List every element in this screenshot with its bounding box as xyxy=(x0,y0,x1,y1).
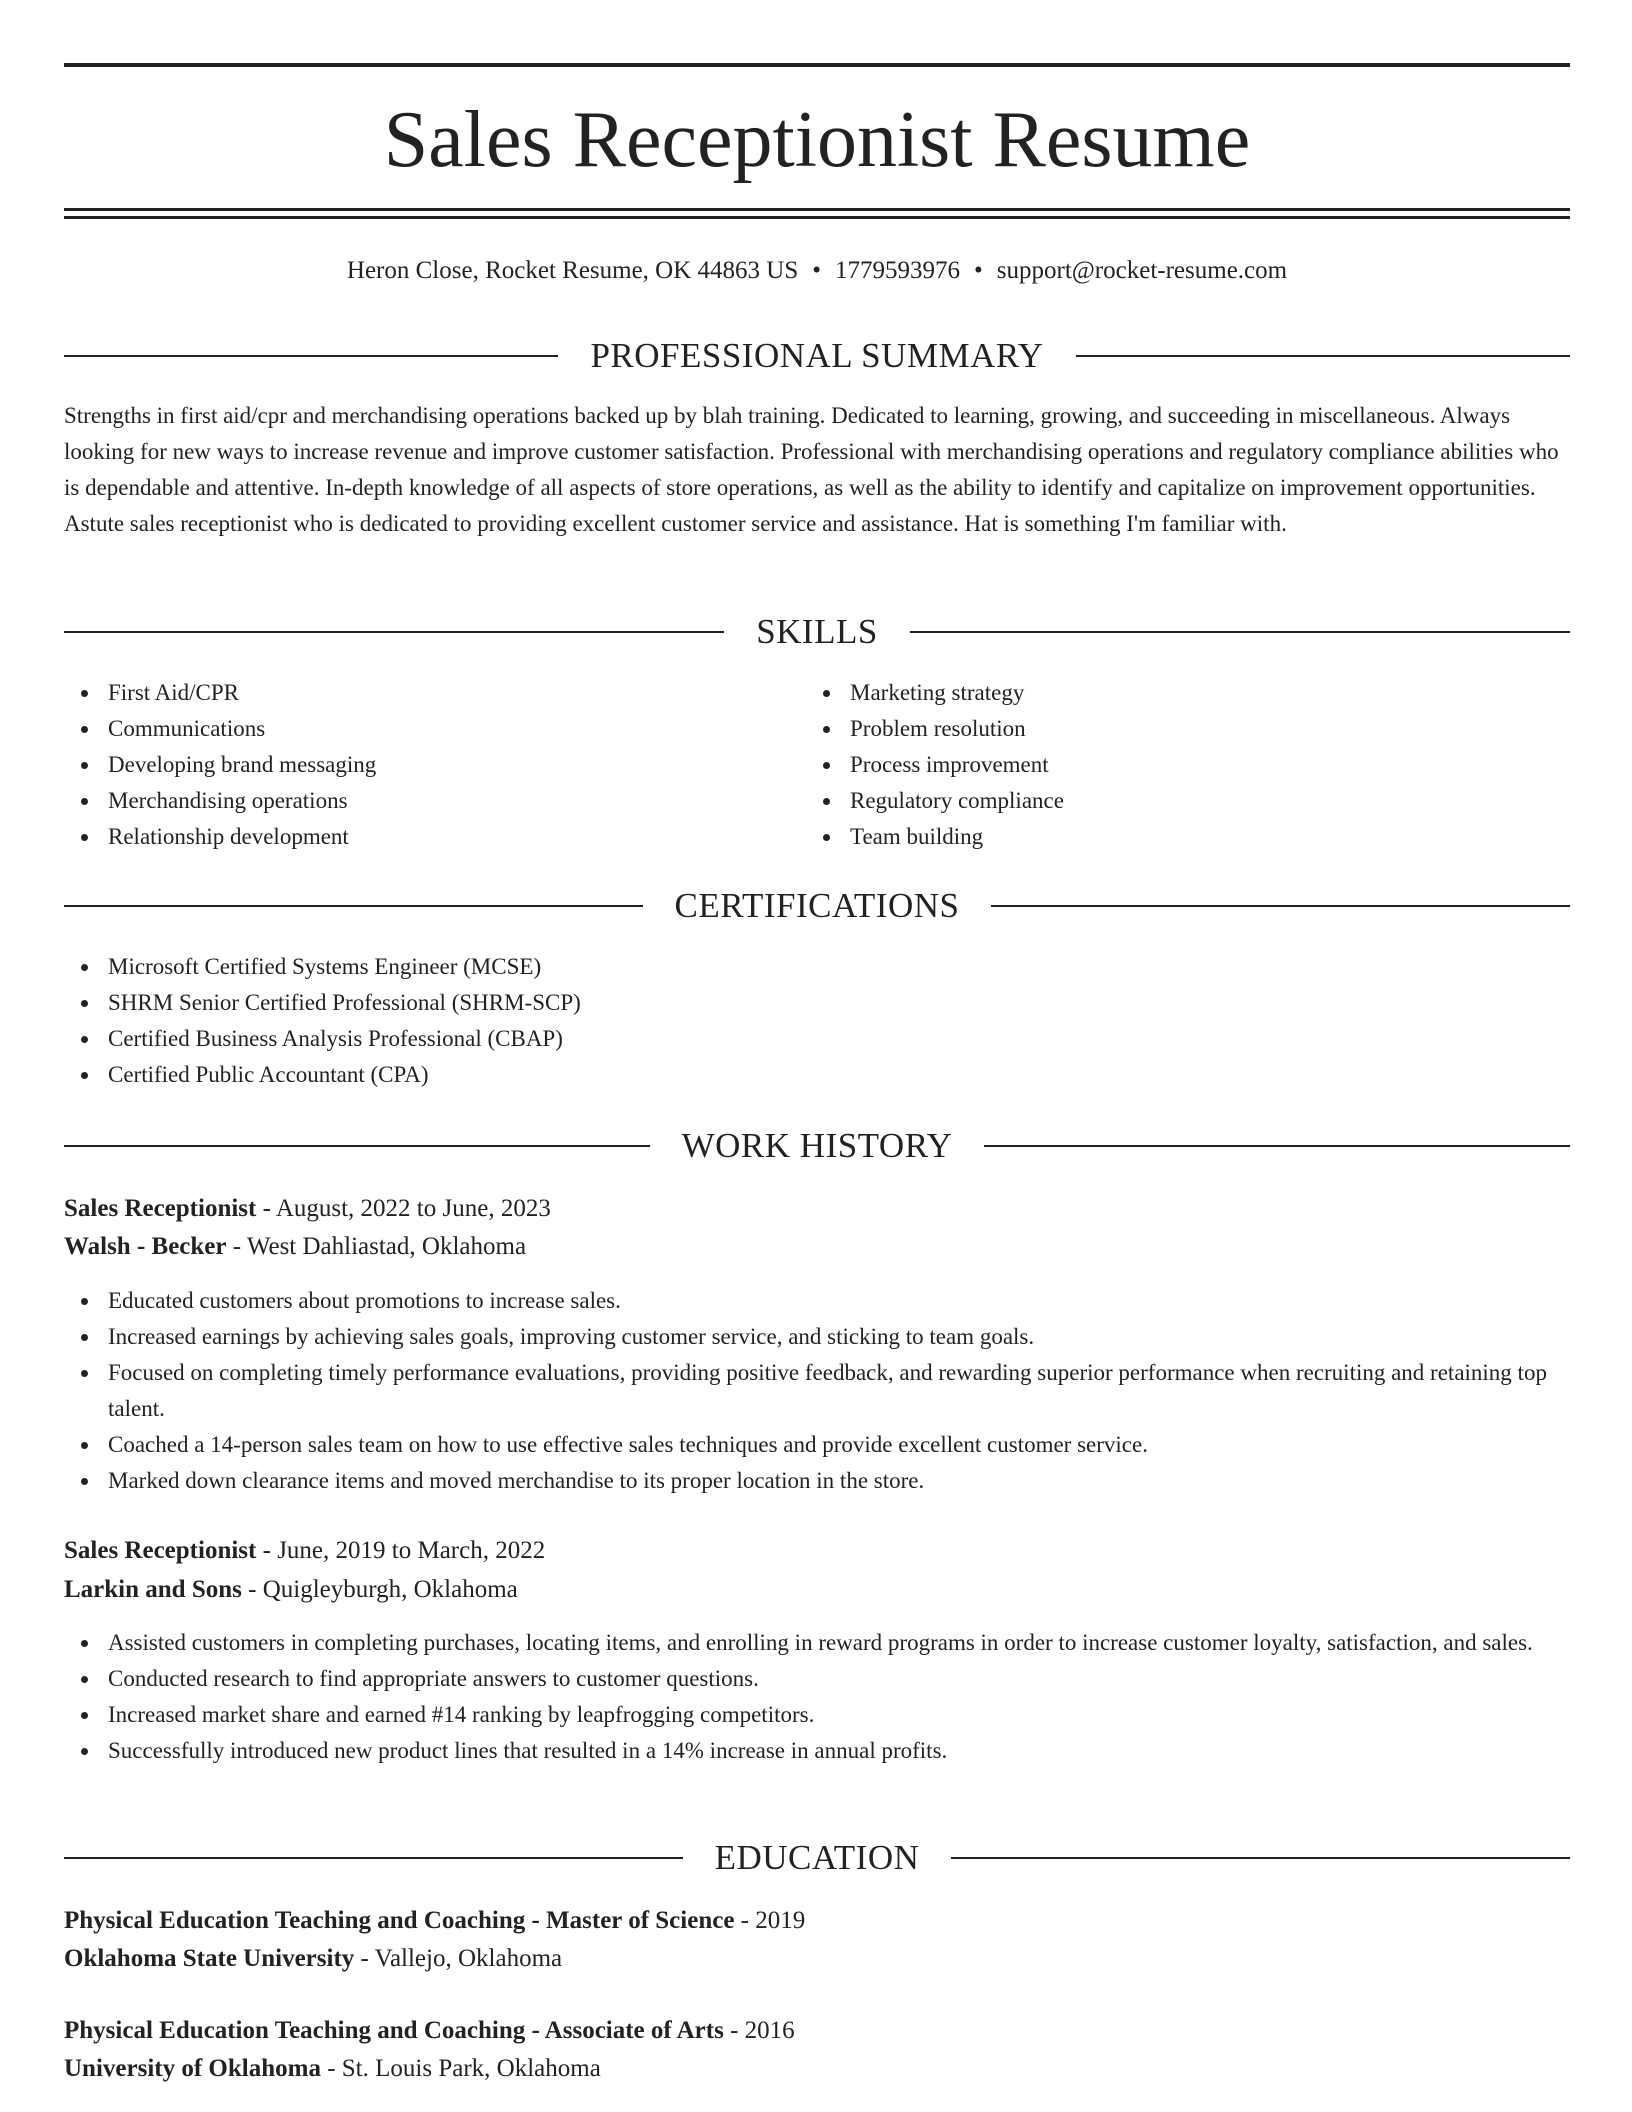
skill-item: Regulatory compliance xyxy=(806,783,1546,819)
section-heading-certifications xyxy=(64,884,1570,928)
certification-item: SHRM Senior Certified Professional (SHRM-SCP) xyxy=(64,985,1570,1021)
education-degree: Physical Education Teaching and Coaching - Master of Science xyxy=(64,1907,735,1934)
certifications-list xyxy=(64,949,1570,1093)
job-bullet: Focused on completing timely performance evaluations, providing positive feedback, and rewarding superior performance when recruiting and retaining top talent. xyxy=(64,1355,1570,1427)
header-bottom-rule-2 xyxy=(64,216,1570,219)
job-title: Sales Receptionist xyxy=(64,1537,257,1564)
certification-item: Certified Public Accountant (CPA) xyxy=(64,1057,1570,1093)
section-rule xyxy=(64,1145,650,1147)
summary-text: Strengths in first aid/cpr and merchandising operations backed up by blah training. Dedicated to learning, growing, and succeeding in miscellaneous. Always looking for new ways to increase revenue and improve customer satisfaction. Professional with merchandising operations and regulatory compliance abilities who is dependable and attentive. In-depth knowledge of all aspects of store operations, as well as the ability to identify and capitalize on improvement opportunities. Astute sales receptionist who is dedicated to providing excellent customer service and assistance. Hat is something I'm familiar with. xyxy=(64,403,1559,536)
dash: - xyxy=(256,1537,278,1564)
section-title: SKILLS xyxy=(756,612,878,651)
skill-item: Marketing strategy xyxy=(806,675,1546,711)
section-rule xyxy=(910,631,1570,633)
dash: - xyxy=(734,1907,756,1934)
dash: - xyxy=(723,2017,745,2044)
resume-title: Sales Receptionist Resume xyxy=(383,96,1251,184)
skill-item: Relationship development xyxy=(64,819,804,855)
contact-address: Heron Close, Rocket Resume, OK 44863 US xyxy=(346,257,799,284)
skills-list-left xyxy=(64,675,804,855)
section-rule xyxy=(1076,355,1570,357)
section-rule xyxy=(64,631,724,633)
skill-item: Developing brand messaging xyxy=(64,747,804,783)
education-year: 2019 xyxy=(755,1907,806,1934)
job-bullet: Increased market share and earned #14 ranking by leapfrogging competitors. xyxy=(64,1697,1570,1733)
section-rule xyxy=(984,1145,1570,1147)
job-location: Quigleyburgh, Oklahoma xyxy=(262,1576,518,1603)
dash: - xyxy=(226,1233,247,1260)
dash: - xyxy=(256,1195,276,1222)
section-heading-summary xyxy=(64,334,1570,378)
skill-item: Problem resolution xyxy=(806,711,1546,747)
skill-item: Process improvement xyxy=(806,747,1546,783)
dash: - xyxy=(320,2055,342,2082)
section-heading-skills xyxy=(64,610,1570,654)
job-company-line xyxy=(64,1571,1570,1609)
job-bullet: Increased earnings by achieving sales goals, improving customer service, and sticking to team goals. xyxy=(64,1319,1570,1355)
certification-item: Microsoft Certified Systems Engineer (MCSE) xyxy=(64,949,1570,985)
section-title: EDUCATION xyxy=(714,1838,920,1877)
education-school: Oklahoma State University xyxy=(64,1945,355,1972)
contact-email[interactable]: support@rocket-resume.com xyxy=(996,257,1288,284)
job-dates: August, 2022 to June, 2023 xyxy=(275,1195,551,1222)
education-school: University of Oklahoma xyxy=(64,2055,321,2082)
job-bullet: Successfully introduced new product lines that resulted in a 14% increase in annual profits. xyxy=(64,1733,1570,1769)
job-bullets xyxy=(64,1625,1570,1769)
skill-item: Communications xyxy=(64,711,804,747)
section-heading-education xyxy=(64,1836,1570,1880)
section-rule xyxy=(951,1857,1570,1859)
section-rule xyxy=(991,905,1570,907)
job-company: Walsh - Becker xyxy=(64,1233,227,1260)
education-degree: Physical Education Teaching and Coaching - Associate of Arts xyxy=(64,2017,724,2044)
header-bottom-rule xyxy=(64,208,1570,211)
contact-line xyxy=(64,254,1570,288)
section-heading-work-history xyxy=(64,1124,1570,1168)
section-rule xyxy=(64,905,643,907)
education-school-line xyxy=(64,1940,1570,1978)
skill-item: First Aid/CPR xyxy=(64,675,804,711)
job-dates: June, 2019 to March, 2022 xyxy=(277,1537,546,1564)
section-rule xyxy=(64,1857,683,1859)
skill-item: Merchandising operations xyxy=(64,783,804,819)
education-location: St. Louis Park, Oklahoma xyxy=(341,2055,601,2082)
header-top-rule xyxy=(64,63,1570,67)
skills-list-right xyxy=(806,675,1546,855)
section-title: CERTIFICATIONS xyxy=(674,886,960,925)
job-title-line xyxy=(64,1532,1570,1570)
education-degree-line xyxy=(64,2012,1570,2050)
job-title: Sales Receptionist xyxy=(64,1195,257,1222)
job-bullet: Educated customers about promotions to increase sales. xyxy=(64,1283,1570,1319)
job-company: Larkin and Sons xyxy=(64,1576,242,1603)
certification-item: Certified Business Analysis Professional (CBAP) xyxy=(64,1021,1570,1057)
education-location: Vallejo, Oklahoma xyxy=(374,1945,563,1972)
job-location: West Dahliastad, Oklahoma xyxy=(246,1233,527,1260)
job-bullet: Coached a 14-person sales team on how to use effective sales techniques and provide excellent customer service. xyxy=(64,1427,1570,1463)
education-degree-line xyxy=(64,1902,1570,1940)
job-bullets xyxy=(64,1283,1570,1499)
dash: - xyxy=(354,1945,375,1972)
job-title-line xyxy=(64,1190,1570,1228)
job-bullet: Conducted research to find appropriate answers to customer questions. xyxy=(64,1661,1570,1697)
contact-separator: • xyxy=(974,257,983,284)
skill-item: Team building xyxy=(806,819,1546,855)
contact-phone: 1779593976 xyxy=(835,257,961,284)
education-year: 2016 xyxy=(744,2017,795,2044)
section-title: PROFESSIONAL SUMMARY xyxy=(590,336,1044,375)
education-school-line xyxy=(64,2050,1570,2088)
contact-separator: • xyxy=(812,257,822,284)
job-bullet: Assisted customers in completing purchases, locating items, and enrolling in reward programs in order to increase customer loyalty, satisfaction, and sales. xyxy=(64,1625,1570,1661)
job-bullet: Marked down clearance items and moved merchandise to its proper location in the store. xyxy=(64,1463,1570,1499)
section-title: WORK HISTORY xyxy=(681,1126,953,1165)
dash: - xyxy=(241,1576,263,1603)
job-company-line xyxy=(64,1228,1570,1266)
section-rule xyxy=(64,355,558,357)
